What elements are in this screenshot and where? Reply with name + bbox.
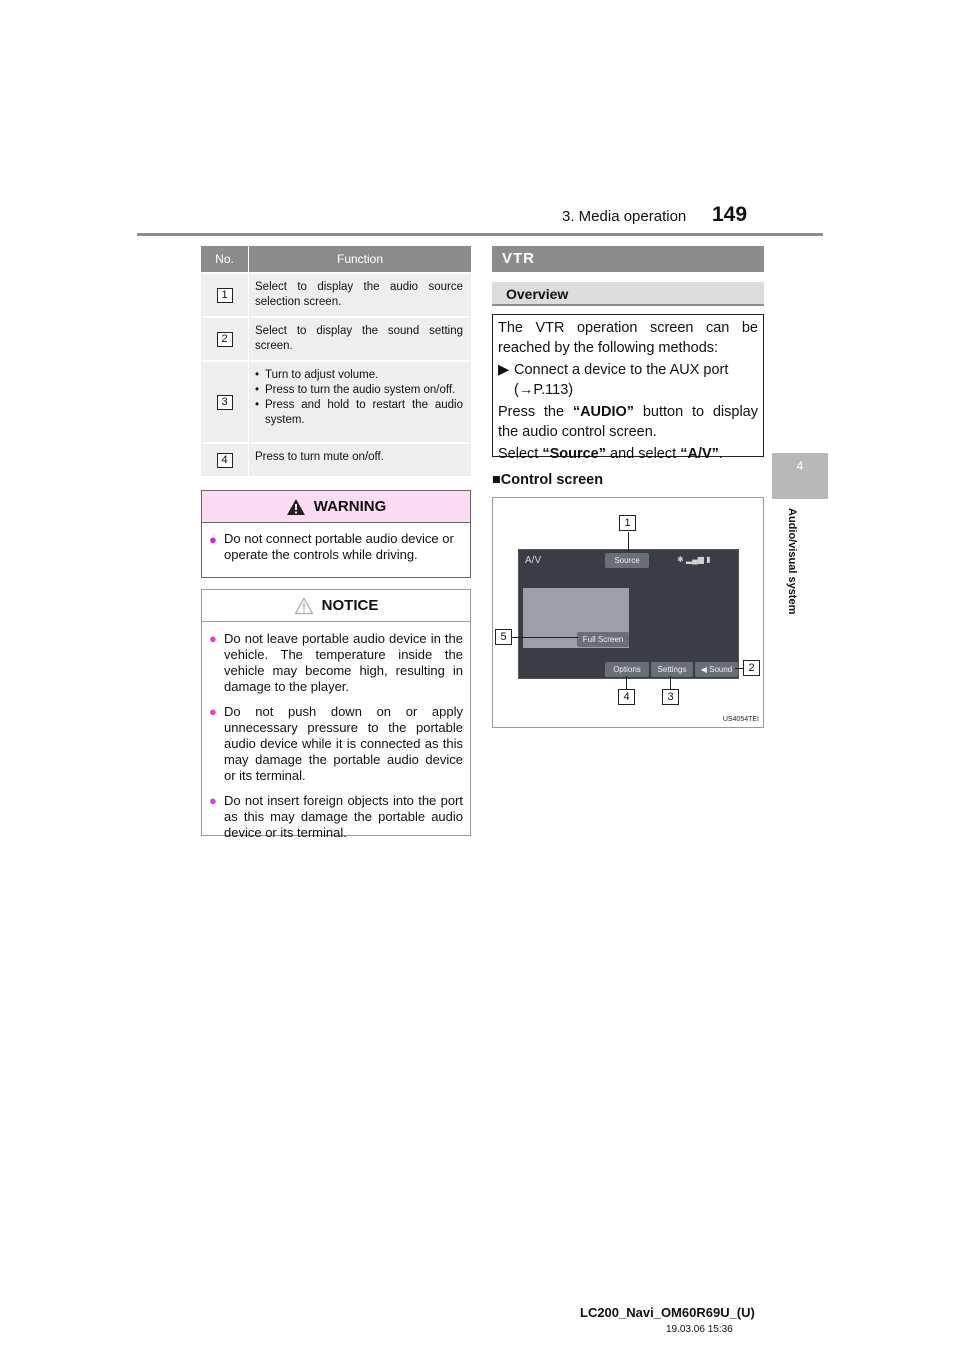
notice-text: Do not insert foreign objects into the port as this may damage the portable audio device or its terminal. bbox=[224, 793, 463, 840]
bullet-icon: ● bbox=[209, 631, 217, 646]
key-name: “AUDIO” bbox=[572, 404, 635, 420]
warning-icon bbox=[286, 498, 306, 516]
table-header bbox=[201, 246, 471, 272]
document-id: LC200_Navi_OM60R69U_(U) bbox=[580, 1305, 755, 1320]
leader-line bbox=[628, 532, 629, 552]
timestamp: 19.03.06 15:36 bbox=[666, 1324, 733, 1335]
chapter-side-label: Audio/visual system bbox=[786, 508, 798, 615]
row-number: 2 bbox=[217, 332, 233, 347]
full-screen-button[interactable]: Full Screen bbox=[577, 632, 629, 647]
callout-4: 4 bbox=[618, 689, 635, 705]
col-function: Function bbox=[336, 252, 384, 266]
arrow-right-icon: ▶ bbox=[498, 362, 510, 378]
chapter-number: 4 bbox=[796, 459, 804, 473]
header-rule bbox=[137, 233, 823, 236]
instruction-text: and select bbox=[606, 446, 681, 462]
bullet-icon: ● bbox=[209, 532, 217, 547]
method-item bbox=[498, 360, 758, 400]
notice-text: Do not leave portable audio device in the vehicle. The temperature inside the vehicle may become high, resulting in damage to the player. bbox=[224, 631, 463, 694]
row-function: Select to display the audio source selection screen. bbox=[255, 281, 463, 308]
instruction-text: Press the bbox=[498, 404, 573, 420]
options-button[interactable]: Options bbox=[605, 662, 649, 677]
row-number: 3 bbox=[217, 395, 233, 410]
table-row bbox=[201, 442, 471, 476]
chapter-tab bbox=[772, 453, 828, 499]
settings-button[interactable]: Settings bbox=[651, 662, 693, 677]
row-function: Select to display the sound setting screen. bbox=[255, 325, 463, 352]
row-function bbox=[249, 362, 471, 442]
instruction-text: . bbox=[718, 446, 723, 462]
source-button[interactable]: Source bbox=[605, 553, 649, 568]
notice-text: Do not push down on or apply unnecessary pressure to the portable audio device while it is connected as this may damage the portable audio device or its terminal. bbox=[224, 704, 463, 783]
section-title: 3. Media operation bbox=[562, 208, 687, 225]
screen-illustration bbox=[518, 549, 739, 679]
overview-box bbox=[492, 314, 764, 462]
bullet-icon: ● bbox=[209, 793, 217, 808]
warning-box bbox=[201, 490, 471, 578]
table-row bbox=[201, 360, 471, 442]
method-text: Connect a device to the AUX port bbox=[514, 362, 729, 378]
notice-box bbox=[201, 589, 471, 840]
leader-line bbox=[670, 676, 671, 689]
figure-code: US4054TEI bbox=[722, 716, 759, 723]
key-name: “A/V” bbox=[680, 446, 719, 462]
notice-title: NOTICE bbox=[321, 597, 379, 614]
instruction-text: button to display the audio control screen. bbox=[498, 404, 758, 440]
control-screen-figure bbox=[492, 497, 764, 728]
warning-title: WARNING bbox=[313, 498, 387, 515]
overview-heading: Overview bbox=[492, 282, 764, 306]
col-no: No. bbox=[201, 246, 249, 272]
table-row bbox=[201, 316, 471, 360]
callout-2: 2 bbox=[743, 660, 760, 676]
control-screen-heading: ■Control screen bbox=[492, 472, 604, 488]
list-item: • Press and hold to restart the audio system. bbox=[255, 398, 463, 428]
notice-item bbox=[202, 631, 470, 695]
screen-title: A/V bbox=[525, 555, 542, 566]
callout-5: 5 bbox=[495, 629, 512, 645]
page-reference: (→P.113) bbox=[514, 382, 574, 398]
callout-3: 3 bbox=[662, 689, 679, 705]
notice-header bbox=[202, 590, 470, 622]
row-number: 4 bbox=[217, 453, 233, 468]
function-table bbox=[201, 246, 471, 476]
press-instruction bbox=[498, 402, 758, 442]
warning-text: Do not connect portable audio device or operate the controls while driving. bbox=[224, 531, 454, 562]
notice-item bbox=[202, 793, 470, 841]
row-function: Press to turn mute on/off. bbox=[255, 451, 384, 463]
row-number: 1 bbox=[217, 288, 233, 303]
warning-header bbox=[202, 491, 470, 523]
select-instruction bbox=[498, 444, 758, 464]
callout-1: 1 bbox=[619, 515, 636, 531]
page-number: 149 bbox=[712, 203, 748, 226]
leader-line bbox=[626, 676, 627, 689]
list-item: • Press to turn the audio system on/off. bbox=[255, 383, 463, 398]
bullet-icon: ● bbox=[209, 704, 217, 719]
table-row bbox=[201, 272, 471, 316]
key-name: “Source” bbox=[542, 446, 607, 462]
leader-line bbox=[511, 637, 578, 638]
caution-icon bbox=[294, 597, 314, 615]
overview-intro: The VTR operation screen can be reached by the following methods: bbox=[498, 320, 758, 356]
sound-button[interactable]: ◀ Sound bbox=[695, 662, 738, 677]
notice-item bbox=[202, 704, 470, 784]
status-icons: ✱ ▂▄▆ ▮ bbox=[677, 555, 711, 564]
list-item: • Turn to adjust volume. bbox=[255, 368, 463, 383]
instruction-text: Select bbox=[498, 446, 543, 462]
vtr-heading: VTR bbox=[492, 246, 764, 272]
warning-item bbox=[202, 523, 470, 563]
